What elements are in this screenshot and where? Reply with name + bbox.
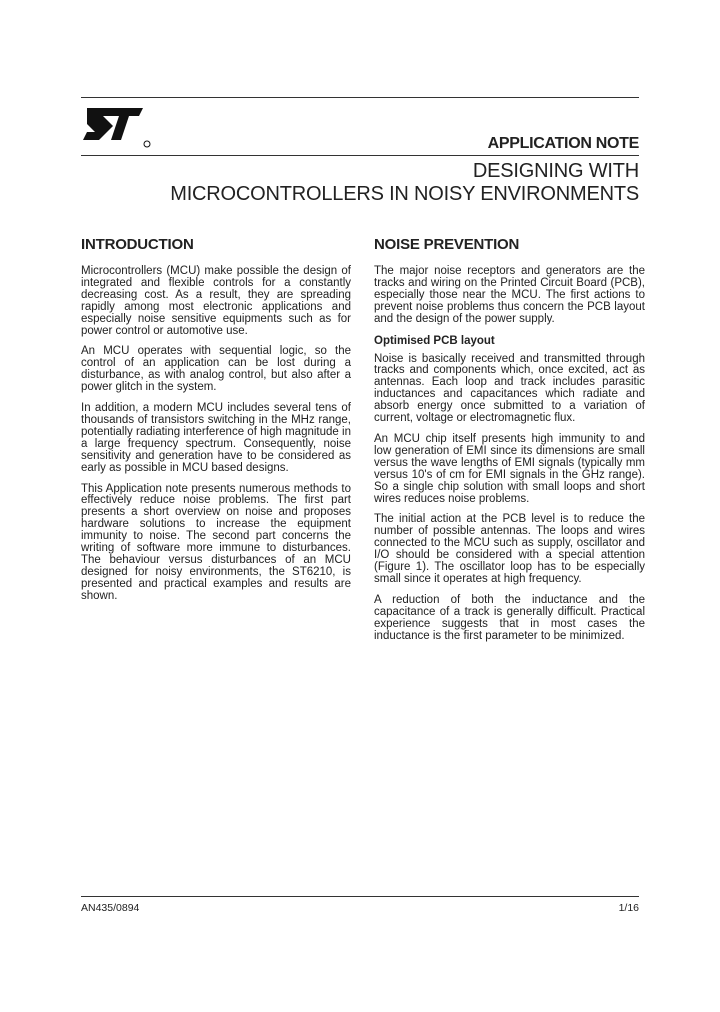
paragraph: An MCU chip itself presents high immunity to and low generation of EMI since its dimensions are small versus the wave lengths of EMI signals (typically mm versus 10's of cm for EMI signals in the GHz range). So a single chip solution with small loops and short wires reduces noise problems.	[374, 432, 645, 505]
noise-prevention-heading: NOISE PREVENTION	[374, 236, 520, 253]
pcb-layout-subheading: Optimised PCB layout	[374, 334, 495, 347]
page-title	[170, 160, 639, 206]
application-note-label: APPLICATION NOTE	[487, 135, 639, 152]
paragraph: Noise is basically received and transmitted through tracks and components which, once excited, act as antennas. Each loop and track includes parasitic inductances and capacitances which radiate and absorb energy once submitted to a variation of current, voltage or electromagnetic flux.	[374, 352, 645, 425]
paragraph: In addition, a modern MCU includes several tens of thousands of transistors switching in the MHz range, potentially radiating interference of high magnitude in a large frequency spectrum. Consequently, noise sensitivity and generation have to be considered as early as possible in MCU based designs.	[81, 402, 351, 474]
title-rule	[81, 155, 639, 156]
introduction-section	[81, 236, 351, 612]
document-id: AN435/0894	[81, 902, 140, 914]
top-rule	[81, 97, 639, 98]
page-number: 1/16	[618, 902, 639, 914]
paragraph: This Application note presents numerous methods to effectively reduce noise problems. The first part presents a short overview on noise and proposes hardware solutions to increase the equipment immunity to noise. The second part concerns the writing of software more immune to disturbances. The behaviour versus disturbances of an MCU designed for noisy environments, the ST6210, is presented and practical examples and results are shown.	[81, 482, 351, 602]
paragraph: An MCU operates with sequential logic, so the control of an application can be lost during a disturbance, as with analog control, but also after a power glitch in the system.	[81, 345, 351, 394]
title-line-2: MICROCONTROLLERS IN NOISY ENVIRONMENTS	[170, 183, 639, 205]
paragraph: The initial action at the PCB level is to reduce the number of possible antennas. The loops and wires connected to the MCU such as supply, oscillator and I/O should be considered with a special attention (Figure 1). The oscillator loop has to be especially small since it operates at high frequency.	[374, 513, 645, 585]
paragraph: A reduction of both the inductance and the capacitance of a track is generally difficult. Practical experience suggests that in most cases the inductance is the first parameter to be minimized.	[374, 593, 645, 642]
st-logo	[81, 104, 153, 152]
footer-rule	[81, 896, 639, 897]
title-line-1: DESIGNING WITH	[472, 160, 639, 182]
paragraph: The major noise receptors and generators are the tracks and wiring on the Printed Circuit Board (PCB), especially those near the MCU. The first actions to prevent noise problems thus concern the PCB layout and the design of the power supply.	[374, 265, 645, 325]
paragraph: Microcontrollers (MCU) make possible the design of integrated and flexible controls for a constantly decreasing cost. As a result, they are spreading rapidly among most electronic applications and especially noise sensitive equipments such as for power control or automotive use.	[81, 265, 351, 337]
introduction-heading: INTRODUCTION	[81, 236, 194, 253]
noise-prevention-section	[374, 236, 645, 651]
